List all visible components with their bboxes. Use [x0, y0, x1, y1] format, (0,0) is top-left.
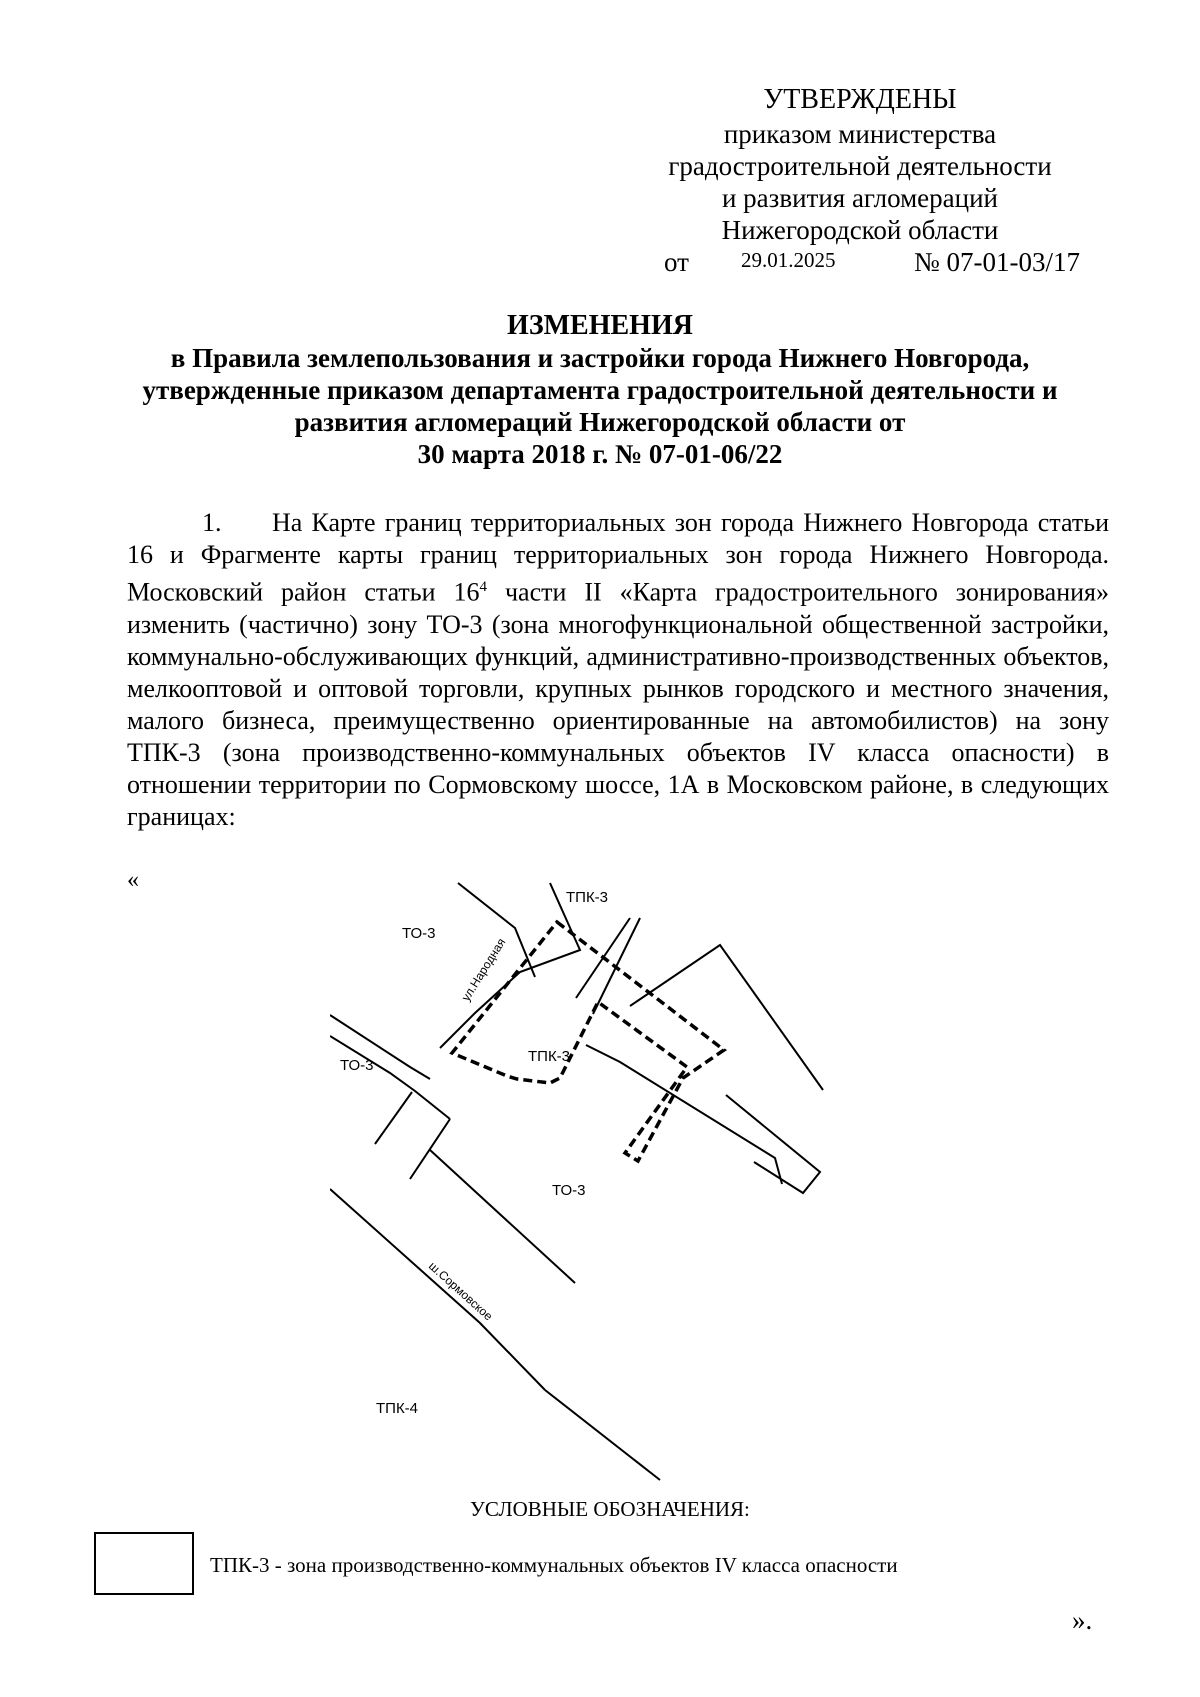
approval-title: УТВЕРЖДЕНЫ: [763, 84, 957, 115]
legend-item-text: ТПК-3 - зона производственно-коммунальных объектов IV класса опасности: [210, 1553, 898, 1577]
map-label-to3-top: ТО-3: [402, 925, 436, 942]
order-date: 29.01.2025: [741, 248, 836, 272]
zoning-map: [330, 880, 870, 1490]
title-line-1: в Правила землепользования и застройки города Нижнего Новгорода,: [170, 343, 1030, 373]
road-edge-lower-left: [330, 1036, 450, 1119]
approval-block: [640, 84, 1080, 278]
approval-line-1: приказом министерства: [723, 119, 997, 149]
title-line-4: 30 марта 2018 г. № 07-01-06/22: [417, 439, 783, 469]
map-label-street-sormovskoe: ш.Сормовское: [425, 1258, 496, 1324]
road-edge-diagonal: [410, 1119, 450, 1179]
road-edge-upper-right: [440, 883, 580, 1048]
item-text-part-1: На Карте границ территориальных зон города Нижнего Новгорода статьи 16 и Фрагменте карты границ территориальных зон города Нижнего Новгорода. Московский район статьи 16: [127, 508, 1109, 607]
map-label-street-narodnaya: ул.Народная: [458, 935, 509, 1004]
map-label-to3-left: ТО-3: [340, 1057, 374, 1074]
from-label: от: [664, 247, 689, 277]
map-label-tpk3-top: ТПК-3: [566, 889, 609, 906]
road-edge-corner: [375, 1092, 412, 1144]
closing-quote: ».: [1072, 1605, 1093, 1635]
legend-symbol: [94, 1532, 194, 1595]
legend-title: УСЛОВНЫЕ ОБОЗНАЧЕНИЯ:: [470, 1497, 750, 1521]
title-line-3: развития агломераций Нижегородской области от: [294, 407, 906, 437]
approval-line-4: Нижегородской области: [721, 215, 999, 245]
map-label-tpk4: ТПК-4: [376, 1400, 419, 1417]
order-number: № 07-01-03/17: [914, 247, 1080, 277]
document-title: [80, 310, 1120, 470]
opening-quote: «: [127, 867, 139, 893]
title-line-2: утвержденные приказом департамента градостроительной деятельности и: [142, 375, 1058, 405]
sormovskoe-edge-right: [545, 1390, 660, 1480]
approval-line-2: градостроительной деятельности: [668, 151, 1052, 181]
approval-dateline: [640, 246, 1080, 278]
item-paragraph: [127, 507, 1109, 833]
item-number: 1.: [202, 508, 222, 537]
approval-line-3: и развития агломераций: [721, 183, 998, 213]
document-heading: ИЗМЕНЕНИЯ: [507, 310, 693, 341]
map-label-tpk3-center: ТПК-3: [528, 1048, 571, 1065]
right-road-upper: [630, 945, 823, 1090]
item-text-part-2: части II «Карта градостроительного зонирования» изменить (частично) зону ТО-3 (зона многофункциональной общественной застройки, коммунально-обслуживающих функций, административно-производственных объектов, мелкооптовой и оптовой торговли, крупных рынков городского и местного значения, малого бизнеса, преимущественно ориентированные на автомобилистов) на зону ТПК-3 (зона производственно-коммунальных объектов IV класса опасности) в отношении территории по Сормовскому шоссе, 1А в Московском районе, в следующих границах:: [127, 577, 1109, 831]
sormovskoe-upper-edge: [430, 1150, 575, 1283]
sormovskoe-lower-edge: [330, 1189, 545, 1390]
right-road-strip: [726, 1095, 820, 1193]
map-label-to3-center: ТО-3: [552, 1182, 586, 1199]
item-superscript: 4: [479, 579, 488, 595]
